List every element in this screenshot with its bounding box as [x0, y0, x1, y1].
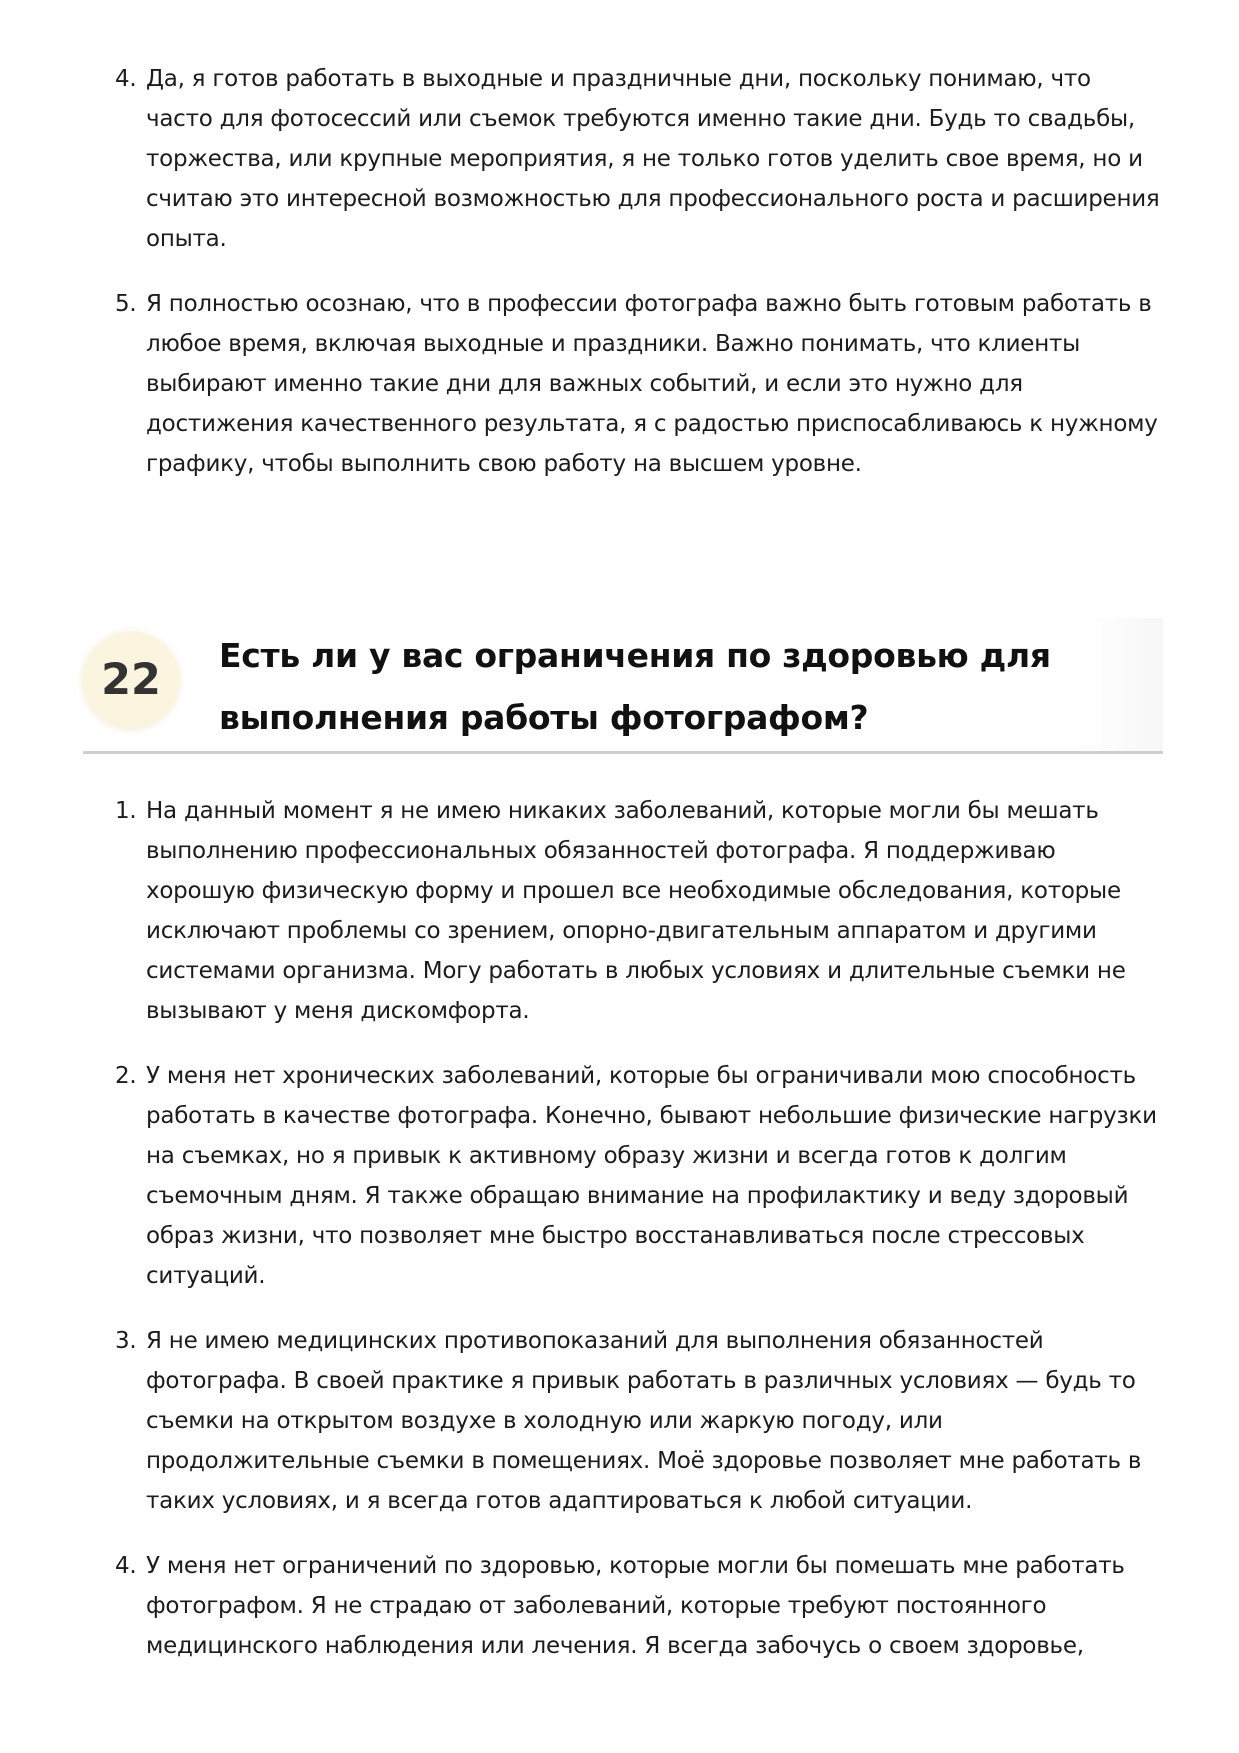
list-item-number: 3.	[115, 1328, 137, 1354]
list-item	[115, 791, 1160, 1031]
answer-list	[115, 791, 1160, 1691]
list-item	[115, 1546, 1160, 1666]
list-item-text: Я полностью осознаю, что в профессии фотографа важно быть готовым работать в любое время, включая выходные и праздники. Важно понимать, что клиенты выбирают именно такие дни для важных событий, и если это нужно для достижения качественного результата, я с радостью приспосабливаюсь к нужному графику, чтобы выполнить свою работу на высшем уровне.	[146, 291, 1158, 477]
list-item-number: 4.	[115, 66, 137, 92]
previous-answer-list	[115, 59, 1160, 509]
list-item	[115, 1056, 1160, 1296]
list-item	[115, 59, 1160, 259]
list-item-number: 5.	[115, 291, 137, 317]
question-title: Есть ли у вас ограничения по здоровью для выполнения работы фотографом?	[219, 636, 1051, 737]
list-item	[115, 284, 1160, 484]
list-item-text: У меня нет хронических заболеваний, которые бы ограничивали мою способность работать в качестве фотографа. Конечно, бывают небольшие физические нагрузки на съемках, но я привык к активному образу жизни и всегда готов к долгим съемочным дням. Я также обращаю внимание на профилактику и веду здоровый образ жизни, что позволяет мне быстро восстанавливаться после стрессовых ситуаций.	[146, 1063, 1157, 1289]
list-item-number: 1.	[115, 798, 137, 824]
list-item-text: На данный момент я не имею никаких заболеваний, которые могли бы мешать выполнению профессиональных обязанностей фотографа. Я поддерживаю хорошую физическую форму и прошел все необходимые обследования, которые исключают проблемы со зрением, опорно-двигательным аппаратом и другими системами организма. Могу работать в любых условиях и длительные съемки не вызывают у меня дискомфорта.	[146, 798, 1126, 1024]
question-header	[83, 618, 1163, 754]
list-item-text: Да, я готов работать в выходные и праздничные дни, поскольку понимаю, что часто для фотосессий или съемок требуются именно такие дни. Будь то свадьбы, торжества, или крупные мероприятия, я не только готов уделить свое время, но и считаю это интересной возможностью для профессионального роста и расширения опыта.	[146, 66, 1160, 252]
question-number-badge: 22	[83, 632, 179, 728]
list-item-text: Я не имею медицинских противопоказаний для выполнения обязанностей фотографа. В своей практике я привык работать в различных условиях — будь то съемки на открытом воздухе в холодную или жаркую погоду, или продолжительные съемки в помещениях. Моё здоровье позволяет мне работать в таких условиях, и я всегда готов адаптироваться к любой ситуации.	[146, 1328, 1142, 1514]
list-item-number: 4.	[115, 1553, 137, 1579]
list-item-number: 2.	[115, 1063, 137, 1089]
list-item-text: У меня нет ограничений по здоровью, которые могли бы помешать мне работать фотографом. Я не страдаю от заболеваний, которые требуют постоянного медицинского наблюдения или лечения. Я всегда забочусь о своем здоровье,	[146, 1553, 1125, 1659]
list-item	[115, 1321, 1160, 1521]
